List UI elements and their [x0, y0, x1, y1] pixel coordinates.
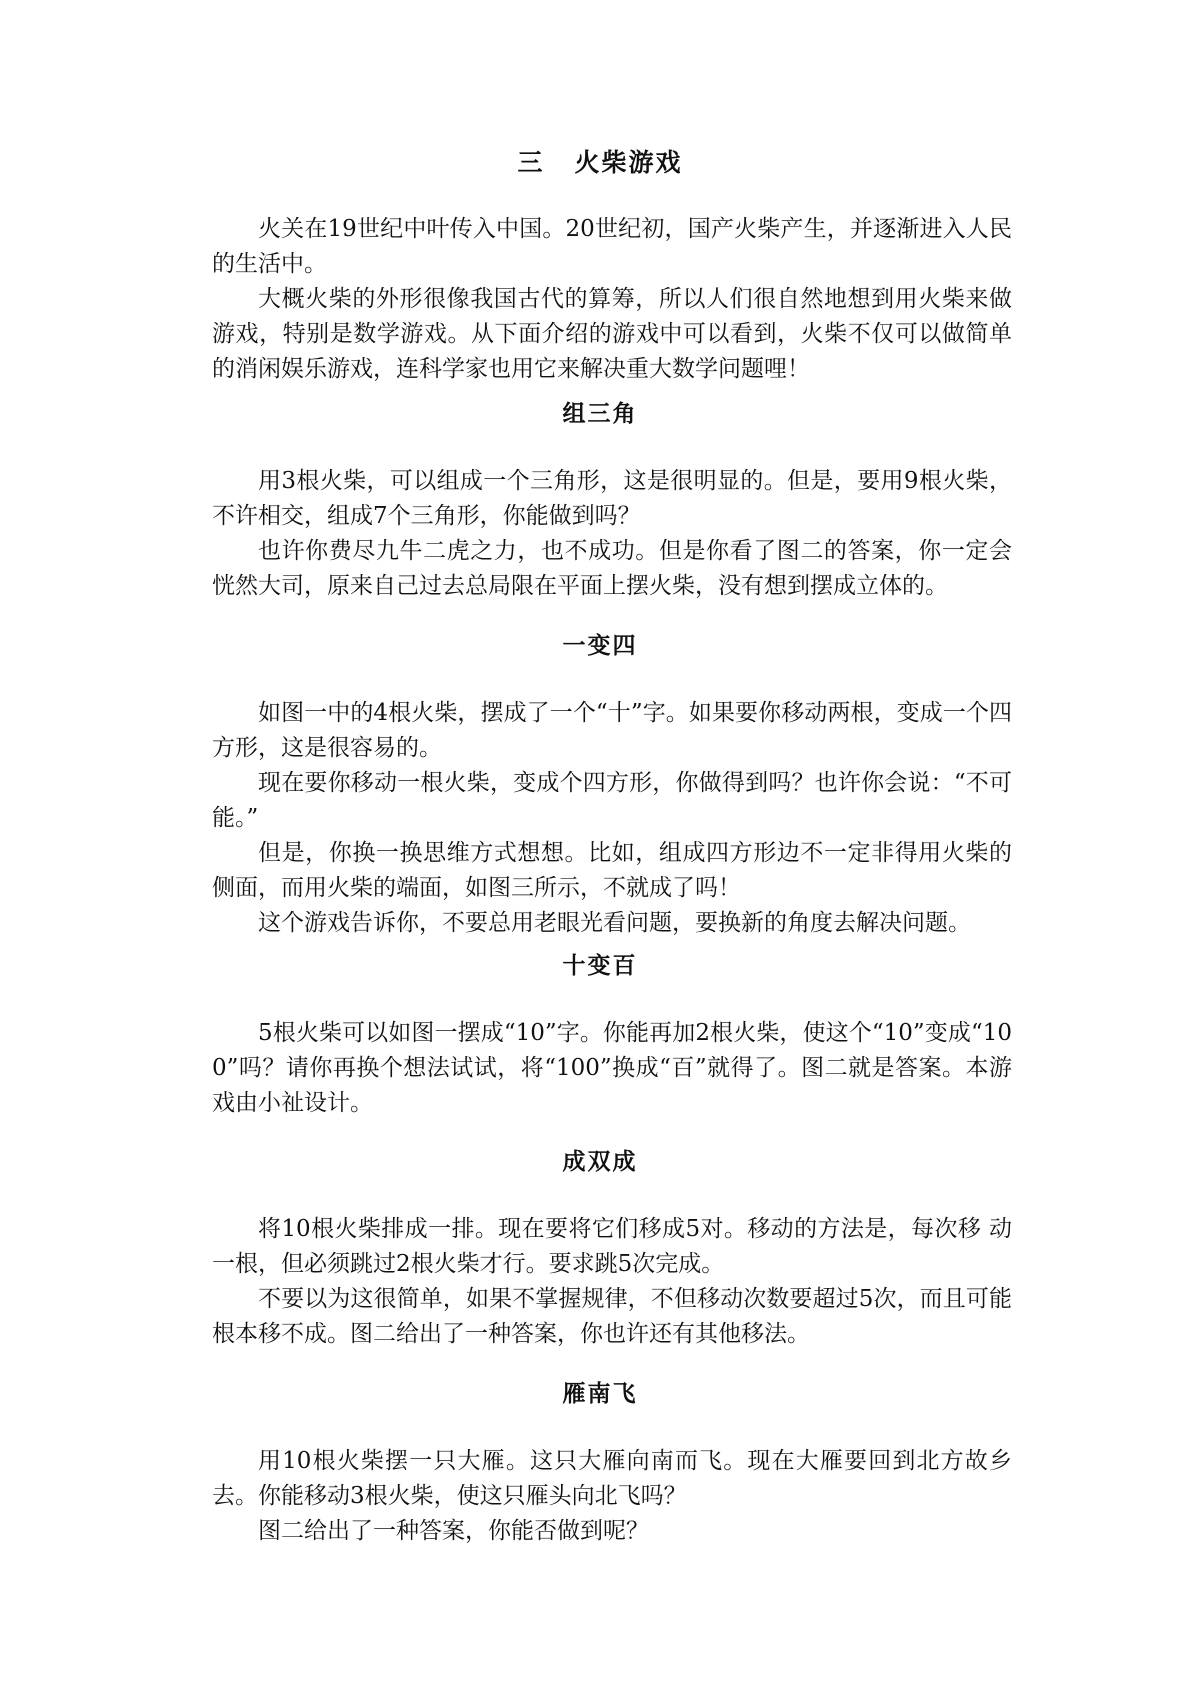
paragraph: 大概火柴的外形很像我国古代的算筹，所以人们很自然地想到用火柴来做游戏，特别是数学游戏。从下面介绍的游戏中可以看到，火柴不仅可以做简单的消闲娱乐游戏，连科学家也用它来解决重大数学问题哩！ — [212, 286, 1012, 382]
paragraph: 5根火柴可以如图一摆成“10”字。你能再加2根火柴，使这个“10”变成“100”吗？请你再换个想法试试，将“100”换成“百”就得了。图二就是答案。本游戏由小祉设计。 — [212, 1020, 1012, 1116]
paragraph: 但是，你换一换思维方式想想。比如，组成四方形边不一定非得用火柴的侧面，而用火柴的端面，如图三所示，不就成了吗！ — [212, 840, 1012, 901]
intro-block — [212, 212, 1012, 387]
chapter-title-text: 火柴游戏 — [574, 148, 683, 177]
section-title: 一变四 — [562, 633, 638, 659]
section-title: 雁南飞 — [562, 1381, 638, 1407]
section-body — [212, 1212, 1012, 1352]
paragraph: 用3根火柴，可以组成一个三角形，这是很明显的。但是，要用9根火柴，不许相交，组成7个三角形，你能做到吗？ — [212, 468, 1012, 529]
paragraph: 用10根火柴摆一只大雁。这只大雁向南而飞。现在大雁要回到北方故乡去。你能移动3根火柴，使这只雁头向北飞吗？ — [212, 1448, 1012, 1509]
section-body — [212, 1444, 1012, 1549]
chapter-number: 三 — [517, 148, 545, 177]
paragraph: 现在要你移动一根火柴，变成个四方形，你做得到吗？也许你会说：“不可能。” — [212, 770, 1012, 831]
section-title: 组三角 — [562, 401, 638, 427]
section-body — [212, 1016, 1012, 1121]
paragraph: 将10根火柴排成一排。现在要将它们移成5对。移动的方法是，每次移 动一根，但必须跳过2根火柴才行。要求跳5次完成。 — [212, 1216, 1012, 1277]
paragraph: 图二给出了一种答案，你能否做到呢？ — [258, 1518, 649, 1544]
section-body — [212, 696, 1012, 941]
section-body — [212, 464, 1012, 604]
section-title: 十变百 — [562, 953, 638, 979]
section-title: 成双成 — [562, 1149, 638, 1175]
chapter-title — [0, 146, 1200, 180]
paragraph: 如图一中的4根火柴，摆成了一个“十”字。如果要你移动两根，变成一个四方形，这是很容易的。 — [212, 700, 1012, 761]
paragraph: 火关在19世纪中叶传入中国。20世纪初，国产火柴产生，并逐渐进入人民的生活中。 — [212, 216, 1012, 277]
paragraph: 也许你费尽九牛二虎之力，也不成功。但是你看了图二的答案，你一定会恍然大司，原来自己过去总局限在平面上摆火柴，没有想到摆成立体的。 — [212, 538, 1012, 599]
paragraph: 这个游戏告诉你，不要总用老眼光看问题，要换新的角度去解决问题。 — [258, 910, 971, 936]
paragraph: 不要以为这很简单，如果不掌握规律，不但移动次数要超过5次，而且可能根本移不成。图二给出了一种答案，你也许还有其他移法。 — [212, 1286, 1012, 1347]
